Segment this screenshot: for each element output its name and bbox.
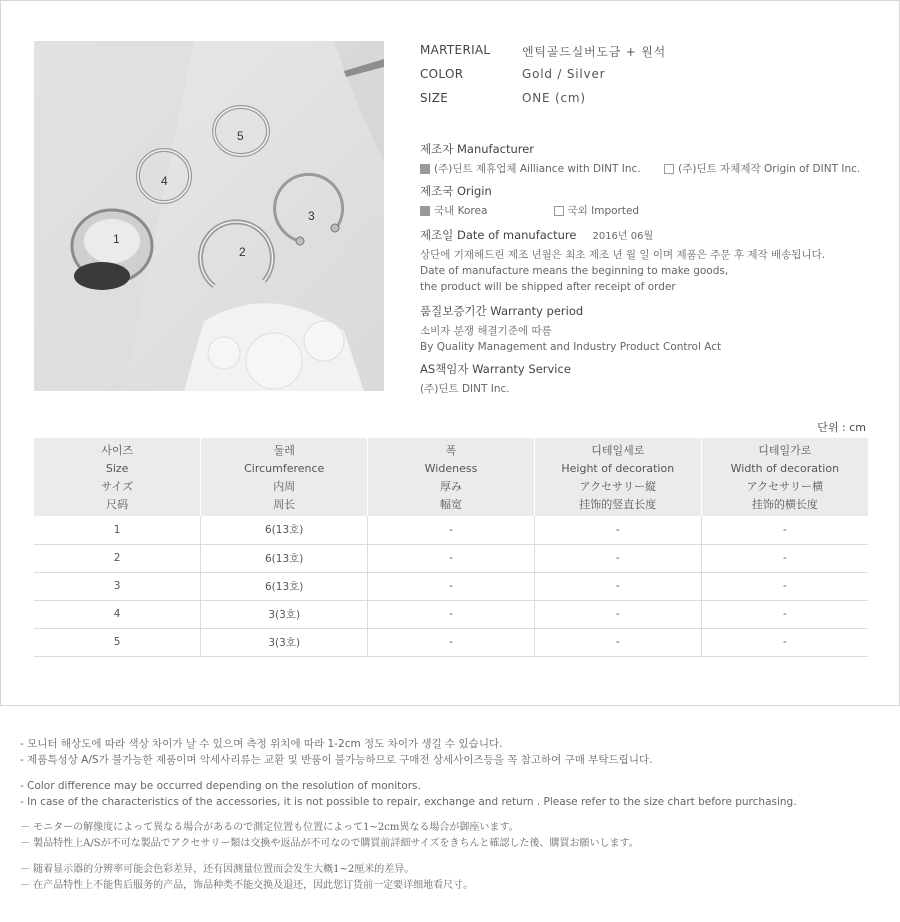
option-label: (주)딘트 자체제작 Origin of DINT Inc.: [678, 163, 861, 175]
notice-line: - 모니터 해상도에 따라 색상 차이가 날 수 있으며 측정 위치에 따라 1-2cm 정도 차이가 생길 수 있습니다.: [20, 738, 503, 750]
table-cell: -: [534, 516, 701, 544]
table-row: [34, 572, 868, 600]
table-cell: 6(13호): [201, 516, 368, 544]
manufacturer-title: 제조자 Manufacturer: [420, 142, 535, 156]
warranty-line-2: By Quality Management and Industry Product Control Act: [420, 341, 722, 353]
table-cell: -: [701, 628, 868, 656]
table-cell: -: [534, 628, 701, 656]
table-cell: -: [701, 516, 868, 544]
origin-option-korea: [420, 203, 550, 218]
header-circumference: 둘레 Circumference 内周 周长: [201, 438, 368, 516]
ring-label-2: 2: [239, 245, 246, 259]
table-cell: -: [368, 544, 535, 572]
table-cell: -: [368, 516, 535, 544]
notice-line: - Color difference may be occurred depending on the resolution of monitors.: [20, 780, 421, 792]
rings-illustration: [34, 41, 384, 391]
origin-title: 제조국 Origin: [420, 184, 492, 198]
table-cell: -: [701, 600, 868, 628]
product-photo: [34, 41, 384, 391]
checked-box-icon: [420, 164, 430, 174]
table-cell: -: [368, 628, 535, 656]
table-cell: 3: [34, 572, 201, 600]
manufacture-date-section: [420, 227, 825, 295]
notice-line: - In case of the characteristics of the accessories, it is not possible to repair, exchange and return . Please refer to the size chart before purchasing.: [20, 796, 797, 808]
unchecked-box-icon: [554, 206, 564, 216]
table-cell: 6(13호): [201, 572, 368, 600]
spec-value: ONE (cm): [522, 91, 586, 105]
unit-label: 단위 : cm: [817, 421, 866, 434]
notice-ko: [20, 736, 797, 768]
table-cell: 4: [34, 600, 201, 628]
table-row: [34, 544, 868, 572]
header-width-decoration: 디테일가로 Width of decoration アクセサリー横 挂饰的横长度: [701, 438, 868, 516]
notice-line: － 在产品特性上不能售后服务的产品，饰品种类不能交换及退还，因此您订货前一定要详细地看尺寸。: [20, 880, 474, 891]
notice-line: － 随着显示器的分辨率可能会色彩差异，还有因测量位置而会发生大概1~2厘米的差异。: [20, 864, 415, 875]
table-cell: -: [368, 600, 535, 628]
date-note-en-2: the product will be shipped after receipt of order: [420, 281, 676, 293]
table-cell: -: [534, 544, 701, 572]
table-cell: 6(13호): [201, 544, 368, 572]
date-value: 2016년 06월: [592, 231, 654, 242]
ring-label-4: 4: [161, 174, 168, 188]
table-cell: 3(3호): [201, 628, 368, 656]
notice-line: - 제품특성상 A/S가 불가능한 제품이며 악세사리류는 교환 및 반품이 불가능하므로 구매전 상세사이즈등을 꼭 참고하여 구매 부탁드립니다.: [20, 754, 653, 766]
table-cell: -: [534, 572, 701, 600]
checked-box-icon: [420, 206, 430, 216]
header-size: 사이즈 Size サイズ 尺码: [34, 438, 201, 516]
header-wideness: 폭 Wideness 厚み 幅宽: [368, 438, 535, 516]
option-label: 국내 Korea: [434, 205, 488, 217]
table-cell: -: [701, 572, 868, 600]
date-note-ko: 상단에 기재해드린 제조 년월은 최초 제조 년 월 일 이며 제품은 주문 후 제작 배송됩니다.: [420, 249, 826, 261]
notice-ja: [20, 820, 797, 852]
table-row: [34, 628, 868, 656]
table-cell: 5: [34, 628, 201, 656]
unchecked-box-icon: [664, 164, 674, 174]
warranty-line-1: 소비자 분쟁 해결기준에 따름: [420, 325, 552, 337]
spec-key: SIZE: [420, 91, 449, 105]
spec-value: 엔틱골드실버도금 + 원석: [522, 45, 667, 59]
manufacturer-option-alliance: [420, 161, 641, 176]
ring-label-3: 3: [308, 209, 315, 223]
notice-en: [20, 778, 797, 810]
table-cell: -: [701, 544, 868, 572]
as-service-title: AS책임자 Warranty Service: [420, 362, 571, 376]
origin-option-imported: [554, 203, 640, 218]
table-row: [34, 600, 868, 628]
manufacturer-option-origin: [664, 161, 860, 176]
table-cell: 2: [34, 544, 201, 572]
table-cell: 1: [34, 516, 201, 544]
as-service-section: [420, 361, 571, 397]
header-height-decoration: 디테일세로 Height of decoration アクセサリー縦 挂饰的竖直长度: [534, 438, 701, 516]
notice-zh: [20, 862, 797, 894]
notice-line: － モニターの解像度によって異なる場合があるので測定位置も位置によって1~2cm異なる場合が御座います。: [20, 822, 519, 833]
origin-section: [420, 183, 639, 219]
date-title-text: 제조일 Date of manufacture: [420, 228, 577, 242]
ring-label-5: 5: [237, 129, 244, 143]
ring-label-1: 1: [113, 232, 120, 246]
spec-key: MARTERIAL: [420, 43, 491, 57]
table-row: [34, 516, 868, 544]
as-service-line: (주)딘트 DINT Inc.: [420, 383, 510, 395]
notice-section: [20, 736, 797, 904]
spec-value: Gold / Silver: [522, 67, 606, 81]
warranty-title: 품질보증기간 Warranty period: [420, 304, 584, 318]
option-label: 국외 Imported: [567, 205, 640, 217]
spec-key: COLOR: [420, 67, 464, 81]
option-label: (주)딘트 제휴업체 Ailliance with DINT Inc.: [434, 163, 641, 175]
table-cell: -: [534, 600, 701, 628]
table-cell: 3(3호): [201, 600, 368, 628]
manufacture-date-title: [420, 227, 825, 243]
size-table: [34, 438, 868, 657]
manufacturer-section: [420, 141, 860, 177]
date-note-en-1: Date of manufacture means the beginning to make goods,: [420, 265, 729, 277]
notice-line: － 製品特性上A/Sが不可な製品でアクセサリー類は交換や返品が不可なので購買前詳細サイズをきちんと確認した後、購買お願いします。: [20, 838, 639, 849]
warranty-section: [420, 303, 721, 355]
table-cell: -: [368, 572, 535, 600]
size-table-header: [34, 438, 868, 516]
